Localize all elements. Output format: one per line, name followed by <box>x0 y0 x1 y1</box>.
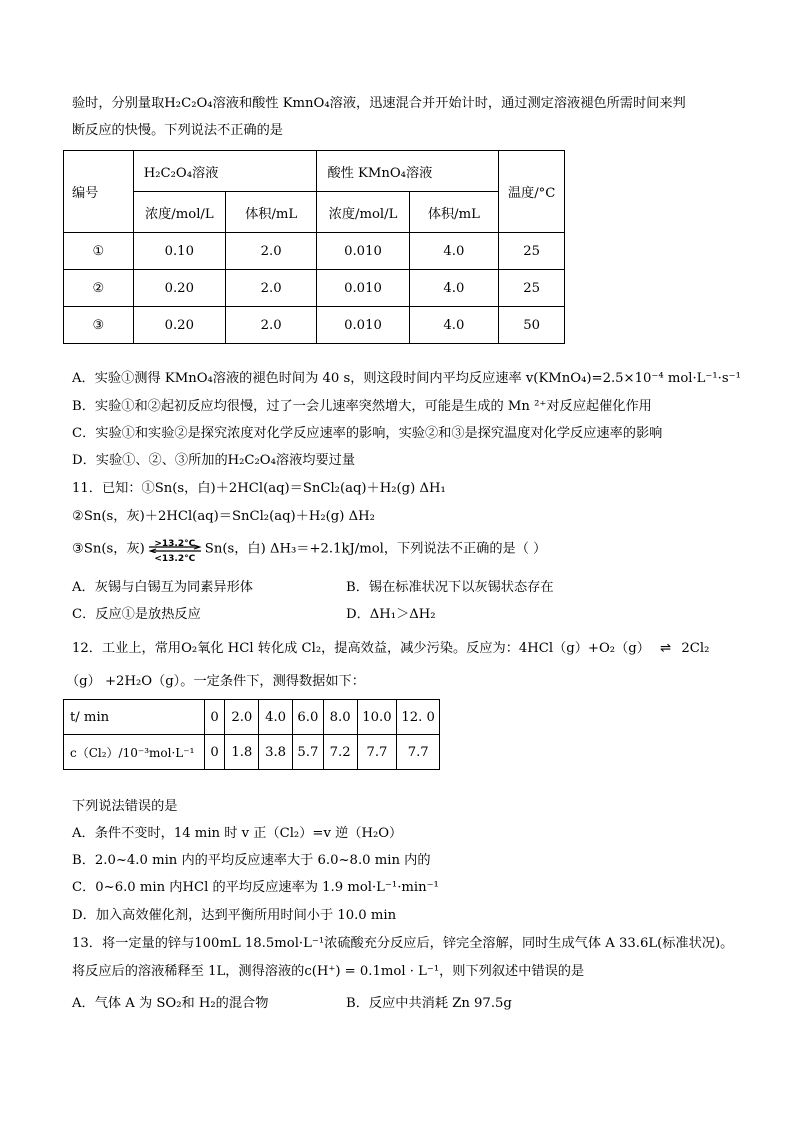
th-temp: 温度/°C <box>499 151 565 233</box>
cl2-data-table <box>63 699 440 770</box>
row-label-time: t/ min <box>64 700 205 735</box>
cell: 1.8 <box>225 735 259 770</box>
intro-line-1: 验时，分别量取H₂C₂O₄溶液和酸性 KmnO₄溶液，迅速混合并开始计时，通过测定溶液褪色所需时间来判 <box>72 96 686 111</box>
table-row <box>64 700 440 735</box>
cell: 2.0 <box>225 307 317 344</box>
q12-line-2: （g） +2H₂O（g）。一定条件下，测得数据如下： <box>66 674 365 689</box>
cell: 4.0 <box>409 233 499 270</box>
table-row <box>64 233 565 270</box>
experiment-table <box>63 150 565 344</box>
q13-line-2: 将反应后的溶液稀释至 1L，测得溶液的c(H⁺) = 0.1mol · L⁻¹，则下列叙述中错误的是 <box>72 964 585 979</box>
q12-line-1-end: 2Cl₂ <box>681 641 710 656</box>
q12-option-c: C．0~6.0 min 内HCl 的平均反应速率为 1.9 mol·L⁻¹·min⁻¹ <box>72 880 439 895</box>
cell: ② <box>64 270 134 307</box>
q11-line-1: 11．已知：①Sn(s，白)＋2HCl(aq)＝SnCl₂(aq)＋H₂(g) ΔH₁ <box>72 481 446 496</box>
q10-option-c: C．实验①和实验②是探究浓度对化学反应速率的影响，实验②和③是探究温度对化学反应速率的影响 <box>72 426 663 441</box>
q13-line-1: 13．将一定量的锌与100mL 18.5mol·L⁻¹浓硫酸充分反应后，锌完全溶解，同时生成气体 A 33.6L(标准状况)。 <box>72 936 734 951</box>
q13-option-b: B．反应中共消耗 Zn 97.5g <box>346 996 512 1011</box>
cell: 2.0 <box>225 700 259 735</box>
q11-line-2: ②Sn(s，灰)＋2HCl(aq)＝SnCl₂(aq)＋H₂(g) ΔH₂ <box>72 509 375 524</box>
cell: 4.0 <box>409 270 499 307</box>
cell: 0.20 <box>133 307 225 344</box>
cell: ③ <box>64 307 134 344</box>
q11-line-3-pre: ③Sn(s，灰) <box>72 541 145 557</box>
table-row <box>64 735 440 770</box>
q11-option-a: A．灰锡与白锡互为同素异形体 <box>72 580 253 595</box>
th-oxalic: H₂C₂O₄溶液 <box>133 151 317 192</box>
cell: 4.0 <box>259 700 293 735</box>
q10-option-a: A．实验①测得 KMnO₄溶液的褪色时间为 40 s，则这段时间内平均反应速率 v(KMnO₄)=2.5×10⁻⁴ mol·L⁻¹·s⁻¹ <box>72 371 741 386</box>
cell: 2.0 <box>225 233 317 270</box>
cell: 50 <box>499 307 565 344</box>
cell: 8.0 <box>323 700 357 735</box>
cell: 0.10 <box>133 233 225 270</box>
cell: 0 <box>204 700 225 735</box>
cell: ① <box>64 233 134 270</box>
arrow-condition-below: <13.2°C <box>154 554 196 564</box>
q13-option-a: A．气体 A 为 SO₂和 H₂的混合物 <box>72 996 269 1011</box>
cell: 2.0 <box>225 270 317 307</box>
cell: 5.7 <box>292 735 323 770</box>
cell: 0.20 <box>133 270 225 307</box>
cell: 0.010 <box>317 270 409 307</box>
q12-line-1-text: 12．工业上，常用O₂氧化 HCl 转化成 Cl₂，提高效益，减少污染。反应为：4HCl（g）+O₂（g） <box>72 641 650 656</box>
cell: 7.2 <box>323 735 357 770</box>
arrow-condition-above: >13.2°C <box>154 539 196 549</box>
q12-line-1 <box>72 640 709 658</box>
cell: 0 <box>204 735 225 770</box>
row-label-conc: c（Cl₂）/10⁻³mol·L⁻¹ <box>64 735 205 770</box>
cell: 0.010 <box>317 233 409 270</box>
q12-option-b: B．2.0~4.0 min 内的平均反应速率大于 6.0~8.0 min 内的 <box>72 853 431 868</box>
equilibrium-arrow <box>147 538 203 564</box>
cell: 7.7 <box>357 735 397 770</box>
equilibrium-icon: ⇌ <box>660 641 672 656</box>
q11-option-b: B．锡在标准状况下以灰锡状态存在 <box>346 580 554 595</box>
cell: 4.0 <box>409 307 499 344</box>
cell: 3.8 <box>259 735 293 770</box>
q12-option-d: D．加入高效催化剂，达到平衡所用时间小于 10.0 min <box>72 908 397 923</box>
table-row <box>64 307 565 344</box>
th-conc-2: 浓度/mol/L <box>317 192 409 233</box>
q10-option-d: D．实验①、②、③所加的H₂C₂O₄溶液均要过量 <box>72 453 356 468</box>
cell: 10.0 <box>357 700 397 735</box>
th-number: 编号 <box>64 151 134 233</box>
intro-line-2: 断反应的快慢。下列说法不正确的是 <box>72 123 283 138</box>
cell: 6.0 <box>292 700 323 735</box>
q11-option-d: D．ΔH₁＞ΔH₂ <box>346 607 436 622</box>
q11-option-c: C．反应①是放热反应 <box>72 607 201 622</box>
cell: 0.010 <box>317 307 409 344</box>
q10-option-b: B．实验①和②起初反应均很慢，过了一会儿速率突然增大，可能是生成的 Mn ²⁺对反应起催化作用 <box>72 399 652 414</box>
th-vol-1: 体积/mL <box>225 192 317 233</box>
cell: 7.7 <box>397 735 440 770</box>
cell: 25 <box>499 270 565 307</box>
q11-line-3 <box>72 538 547 564</box>
table-row <box>64 270 565 307</box>
th-kmno4: 酸性 KMnO₄溶液 <box>317 151 499 192</box>
q12-option-a: A．条件不变时，14 min 时 v 正（Cl₂）=v 逆（H₂O） <box>72 826 403 841</box>
q11-line-3-post: Sn(s，白) ΔH₃＝+2.1kJ/mol，下列说法不正确的是（ ） <box>204 541 547 557</box>
th-conc-1: 浓度/mol/L <box>133 192 225 233</box>
th-vol-2: 体积/mL <box>409 192 499 233</box>
q12-ask: 下列说法错误的是 <box>72 799 178 814</box>
cell: 25 <box>499 233 565 270</box>
cell: 12. 0 <box>397 700 440 735</box>
